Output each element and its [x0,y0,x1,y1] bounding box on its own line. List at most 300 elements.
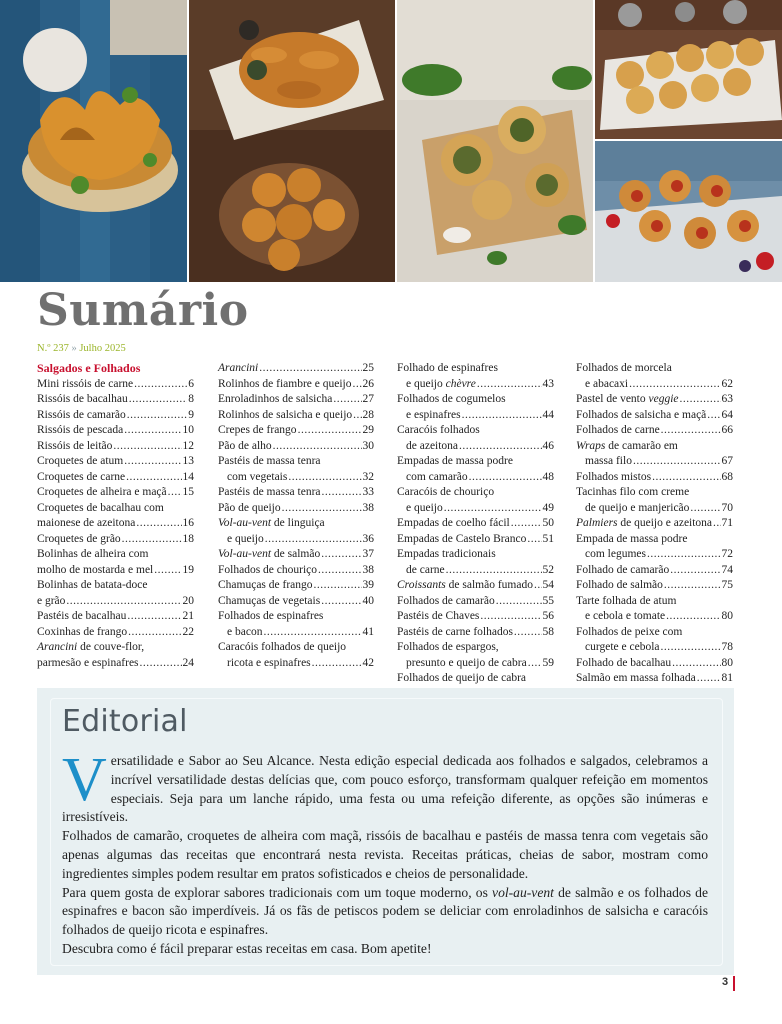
toc-entry-row [37,609,194,625]
toc-entry-first-text: Empadas tradicionais [397,548,496,560]
toc-entry-page: 80 [721,656,733,669]
toc-entry-label [227,656,311,672]
toc-entry-row [397,408,554,424]
toc-entry-label-text: Rissóis de bacalhau [37,393,128,405]
toc-entry-row [397,470,554,486]
toc-entry-label [37,656,139,672]
toc-entry-label [406,501,443,517]
toc-entry-first-line [37,640,194,656]
toc-entry-label [576,656,671,672]
toc-entry-label [218,439,272,455]
toc-entry-label-text: Rolinhos de salsicha e queijo [218,408,353,421]
toc-entry-first-line [397,423,554,439]
toc-entry-leader [647,547,721,563]
toc-section-heading: Salgados e Folhados [37,361,141,375]
toc-entry-row [37,516,194,532]
toc-entry-row [576,656,733,672]
toc-entry [218,640,374,671]
toc-entry [37,377,194,393]
toc-entry-label [218,563,317,579]
toc-entry-leader [444,501,542,517]
toc-entry-page: 58 [542,625,554,638]
toc-entry-label [585,640,660,656]
toc-entry [397,625,554,641]
toc-entry-row [218,485,374,501]
toc-entry-first-line [576,485,733,501]
toc-entry-page: 43 [542,377,554,390]
toc-entry-page: 29 [362,424,374,436]
toc-entry-page: 26 [362,377,374,390]
toc-entry [218,501,374,517]
toc-entry-label-text: Pastéis de massa tenra [218,486,321,498]
toc-entry-row [397,439,554,455]
toc-entry-label [37,392,128,408]
toc-entry [576,563,733,579]
toc-entry [37,485,194,501]
toc-entry-page: 50 [542,517,554,529]
editorial-paragraph-3 [62,884,708,940]
toc-entry [576,423,733,439]
toc-entry-leader [66,594,181,610]
toc-entry-first-text: Tacinhas filo com creme [576,486,690,498]
toc-entry-label-text: Pão de queijo [218,501,281,514]
toc-entry-page: 59 [542,656,554,669]
toc-entry [397,485,554,516]
toc-entry [218,547,374,563]
toc-entry-label-text: e queijo [227,532,264,545]
toc-entry [576,439,733,470]
toc-entry-label-text: Folhados de salsicha e maçã [576,408,707,421]
toc-entry-label [397,578,533,594]
toc-entry-label [218,377,352,393]
toc-entry-leader [527,532,541,548]
toc-entry [397,423,554,454]
toc-entry-first-line [576,439,733,455]
toc-entry-row [397,625,554,641]
toc-entry-leader [168,485,182,501]
toc-entry-label [37,563,153,579]
toc-entry [576,516,733,532]
toc-entry-leader [263,625,361,641]
toc-entry-leader [259,361,361,377]
toc-entry-page: 36 [362,532,374,545]
toc-entry-page: 21 [182,610,194,622]
caracois-photo [397,0,593,282]
toc-entry-label-text: Pastéis de Chaves [397,610,480,622]
toc-entry-label [37,532,121,548]
issue-number: N.º 237 [37,343,69,354]
toc-entry-label-text: de azeitona [406,439,459,452]
toc-entry-first-rest: de couve-flor, [77,641,145,653]
toc-entry-label [37,470,125,486]
toc-entry-label-text: Folhado de camarão [576,563,670,576]
toc-entry-label [585,609,665,625]
toc-entry-leader [124,454,181,470]
toc-entry-label [576,671,696,687]
toc-entry [37,501,194,532]
toc-entry-label-text: Empadas de coelho fácil [397,517,510,529]
toc-entry-label [397,594,495,610]
toc-entry [576,671,733,687]
toc-entry-page: 40 [362,594,374,607]
toc-entry-leader [298,423,362,439]
toc-entry [397,392,554,423]
toc-entry-label-text: Rissóis de leitão [37,439,113,452]
toc-entry-page: 81 [721,672,733,684]
editorial-title: Editorial [62,704,188,739]
toc-entry [576,485,733,516]
toc-entry-first-rest: de linguiça [271,517,325,529]
toc-entry-label-text: ricota e espinafres [227,656,311,669]
toc-entry-label [585,501,689,517]
toc-entry-page: 12 [182,439,194,452]
toc-entry-leader [140,656,182,672]
toc-entry-label [406,439,458,455]
toc-entry-page: 67 [721,455,733,467]
toc-entry-row [218,547,374,563]
toc-entry [37,392,194,408]
toc-entry-leader [496,594,542,610]
toc-entry-label [218,423,297,439]
toc-entry [37,423,194,439]
toc-entry-leader [134,377,187,393]
toc-entry-label-text: Rissóis de camarão [37,408,126,421]
toc-entry-row [218,361,374,377]
toc-entry-label [576,392,679,408]
toc-entry-leader [462,408,542,424]
toc-entry-leader [670,563,720,579]
toc-entry [218,485,374,501]
toc-entry-label [37,423,123,439]
folhados-tomate-photo [595,141,782,282]
toc-entry-first-text: Tarte folhada de atum [576,594,677,607]
toc-entry-first-line [576,532,733,548]
toc-entry [37,470,194,486]
toc-entry-row [576,454,733,470]
toc-entry-page: 54 [542,579,554,591]
toc-entry-leader [314,578,362,594]
toc-entry-page: 15 [182,486,194,498]
toc-entry-leader [713,516,720,532]
toc-entry-leader [680,392,721,408]
toc-entry-label [37,454,123,470]
toc-entry-label-text: maionese de azeitona [37,517,136,529]
toc-entry-label-text: e espinafres [406,408,461,421]
toc-entry-row [576,408,733,424]
toc-entry [37,625,194,641]
toc-entry-row [218,408,374,424]
toc-entry-label-text: Rissóis de pescada [37,424,124,436]
toc-entry-leader [446,563,542,579]
toc-entry-label-em-after: chèvre [445,377,476,390]
toc-entry-leader [127,609,181,625]
toc-entry-label [576,470,651,486]
toc-entry [218,578,374,594]
toc-entry-label-text: massa filo [585,455,632,467]
toc-entry-leader [469,470,542,486]
toc-entry-row [37,625,194,641]
toc-entry [397,361,554,392]
toc-entry-first-text: Folhados de espinafres [218,610,324,622]
toc-entry-label-text: de salmão fumado [445,579,533,591]
toc-entry-row [37,470,194,486]
toc-entry-leader [664,578,721,594]
toc-entry-page: 32 [362,470,374,483]
toc-entry-label-text: Croquetes de atum [37,455,124,467]
toc-entry-first-text: Folhado de espinafres [397,362,498,374]
toc-entry-label-text: de carne [406,563,445,576]
toc-entry-row [218,470,374,486]
toc-entry-leader [629,377,720,393]
toc-entry-label-text: Folhados mistos [576,470,652,483]
toc-entry-label-text: Folhados de carne [576,424,660,436]
toc-entry [397,640,554,671]
toc-entry-label [397,516,510,532]
rissois-photo [0,0,187,282]
toc-entry [37,408,194,424]
toc-entry [576,408,733,424]
toc-entry [218,361,374,377]
toc-entry-row [397,563,554,579]
toc-entry-leader [514,625,542,641]
toc-entry [576,625,733,656]
toc-entry-leader [633,454,721,470]
toc-entry-row [576,516,733,532]
toc-entry-leader [322,485,362,501]
toc-entry-label [227,532,264,548]
editorial-p3-em: vol-au-vent [492,884,554,900]
toc-entry-page: 62 [721,377,733,390]
toc-entry-leader [122,532,182,548]
toc-column-2 [218,361,374,671]
toc-entry [576,470,733,486]
toc-entry-page: 6 [188,377,194,390]
toc-entry-label-text: presunto e queijo de cabra [406,656,527,669]
issue-info [37,343,126,354]
toc-entry-leader [265,532,362,548]
toc-entry-label-text: e queijo [406,501,443,514]
toc-entry-label-text: molho de mostarda e mel [37,563,154,576]
toc-entry-first-text: Bolinhas de batata-doce [37,579,148,591]
page-title: Sumário [37,285,249,336]
toc-entry-page: 46 [542,439,554,452]
toc-entry [397,532,554,548]
toc-entry-label-text: Mini rissóis de carne [37,377,134,390]
toc-entry-page: 16 [182,517,194,529]
toc-entry [218,439,374,455]
toc-entry-row [37,563,194,579]
toc-entry-page: 13 [182,455,194,467]
toc-entry-row [397,377,554,393]
toc-entry-row [576,423,733,439]
toc-entry-row [576,377,733,393]
editorial-text [62,746,708,959]
toc-entry-label-text: Croquetes de carne [37,470,126,483]
toc-entry-row [397,516,554,532]
toc-entry-label-em: Palmiers [576,517,618,529]
toc-entry-label-text: com vegetais [227,470,288,483]
toc-entry-row [576,671,733,687]
toc-entry [218,423,374,439]
toc-entry-label-text: e bacon [227,625,263,638]
toc-entry-first-text: Folhados de peixe com [576,625,683,638]
toc-entry-page: 78 [721,641,733,653]
toc-entry-page: 71 [721,517,733,529]
toc-entry-page: 28 [362,408,374,421]
toc-entry-label [576,423,660,439]
toc-entry-label [585,377,628,393]
toc-entry-row [576,609,733,625]
toc-entry-row [397,594,554,610]
toc-entry-label [218,594,320,610]
toc-entry-first-rest: de camarão em [605,439,678,452]
toc-entry-label [576,408,706,424]
toc-entry-row [218,423,374,439]
toc-entry-leader [126,470,181,486]
toc-entry-page: 51 [542,532,554,545]
toc-entry-label [397,609,479,625]
toc-entry-label [585,547,646,563]
toc-entry-row [218,578,374,594]
toc-entry-page: 70 [721,501,733,514]
toc-entry-first-line [218,454,374,470]
toc-entry-label [227,470,287,486]
toc-entry-label [218,485,321,501]
toc-entry-first-line [218,640,374,656]
toc-entry-first-line [576,361,733,377]
toc-entry-row [576,547,733,563]
toc-entry-label [576,578,663,594]
toc-entry-label-text: Rolinhos de fiambre e queijo [218,377,352,390]
toc-entry-label-text: Pastel de vento [576,393,649,405]
toc-entry-label [37,485,167,501]
toc-entry-leader [321,594,361,610]
toc-column-4 [576,361,733,687]
toc-entry-first-line [37,547,194,563]
toc-entry [397,609,554,625]
toc-entry-page: 14 [182,470,194,483]
toc-entry-label-text: Chamuças de vegetais [218,594,321,607]
toc-entry-leader [128,625,181,641]
toc-entry-label-text: Chamuças de frango [218,579,313,591]
toc-entry-label [406,656,527,672]
toc-entry-label [37,439,112,455]
toc-entry-page: 66 [721,424,733,436]
toc-entry-leader [288,470,361,486]
toc-entry-page: 25 [362,362,374,374]
toc-entry-label [37,594,65,610]
toc-entry-page: 38 [362,501,374,514]
toc-entry-leader [661,640,721,656]
toc-entry-first-text: Croquetes de bacalhau com [37,501,164,514]
toc-entry-leader [477,377,542,393]
toc-entry-label-text: Croquetes de alheira e maçã [37,486,167,498]
toc-entry-label-text: Salmão em massa folhada [576,672,696,684]
toc-entry-label [406,470,468,486]
editorial-p1-text: ersatilidade e Sabor ao Seu Alcance. Nesta edição especial dedicada aos folhados e salgados, celebramos a incrível versatilidade destas delícias que, com pouco esforço, transformam qualquer refeição em momentos especiais. Seja para um lanche rápido, uma festa ou uma refeição diferente, as opções são inúmeras e irresistíveis. [62,753,708,825]
toc-entry-first-text: Folhados de cogumelos [397,393,506,405]
toc-entry-label [37,516,135,532]
toc-entry-label [406,408,461,424]
toc-entry-label [37,377,133,393]
toc-entry-first-text: Caracóis folhados [397,424,480,436]
toc-entry-page: 30 [362,439,374,452]
toc-entry-page: 10 [182,424,194,436]
toc-entry [37,454,194,470]
toc-entry [37,532,194,548]
toc-entry-row [397,609,554,625]
toc-entry-page: 64 [721,408,733,421]
toc-entry-leader [707,408,720,424]
toc-entry-row [37,532,194,548]
toc-entry-label-em: Croissants [397,579,446,591]
toc-entry-first-line [218,516,374,532]
issue-separator: » [71,343,77,354]
toc-entry-first-line [397,485,554,501]
toc-entry-label [218,361,258,377]
toc-entry-leader [282,501,362,517]
toc-entry-first-text: Caracóis folhados de queijo [218,641,347,653]
toc-entry-label [218,578,313,594]
toc-entry-label [406,563,445,579]
toc-entry-leader [652,470,720,486]
toc-entry-first-line [397,671,554,687]
toc-entry-page: 20 [182,594,194,607]
toc-entry-row [218,377,374,393]
toc-entry-label [218,408,352,424]
toc-entry-label [227,625,262,641]
toc-entry-row [218,563,374,579]
toc-entry-row [37,377,194,393]
toc-entry-leader [113,439,181,455]
toc-entry-label-em-after: veggie [648,393,679,405]
toc-entry-first-line [397,361,554,377]
toc-entry-page: 24 [182,656,194,669]
page-number-bar [733,976,735,991]
toc-entry [218,408,374,424]
toc-entry-leader [459,439,541,455]
toc-entry-row [576,640,733,656]
toc-entry-label [218,501,281,517]
toc-entry-page: 55 [542,594,554,607]
toc-entry-row [218,392,374,408]
toc-entry-leader [127,408,187,424]
photo-strip [0,0,782,282]
toc-entry-first-line [218,609,374,625]
toc-entry-page: 56 [542,610,554,622]
toc-entry-first-text: Folhados de morcela [576,362,672,374]
toc-entry-row [37,408,194,424]
toc-entry-first-text: Pastéis de massa tenra [218,455,321,467]
toc-entry [37,578,194,609]
editorial-paragraph-2: Folhados de camarão, croquetes de alheira com maçã, rissóis de bacalhau e pastéis de massa tenra com vegetais são apenas algumas das receitas que encontrará nesta revista. Receitas práticas, cheias de sabor, mostram como ingredientes simples podem resultar em pratos sofisticados e cheios de personalidade. [62,828,708,881]
toc-entry-label-text: Crepes de frango [218,424,297,436]
toc-entry-row [37,656,194,672]
toc-entry-leader [312,656,362,672]
toc-entry-row [218,439,374,455]
toc-entry-page: 38 [362,563,374,576]
toc-entry-leader [511,516,542,532]
toc-entry-first-text: Empada de massa podre [576,532,688,545]
toc-entry-page: 18 [182,532,194,545]
toc-entry-first-line [37,501,194,517]
toc-entry-label-text: curgete e cebola [585,641,660,653]
toc-entry [397,594,554,610]
toc-entry [576,532,733,563]
toc-entry-row [37,485,194,501]
toc-entry-row [576,563,733,579]
toc-entry [397,578,554,594]
